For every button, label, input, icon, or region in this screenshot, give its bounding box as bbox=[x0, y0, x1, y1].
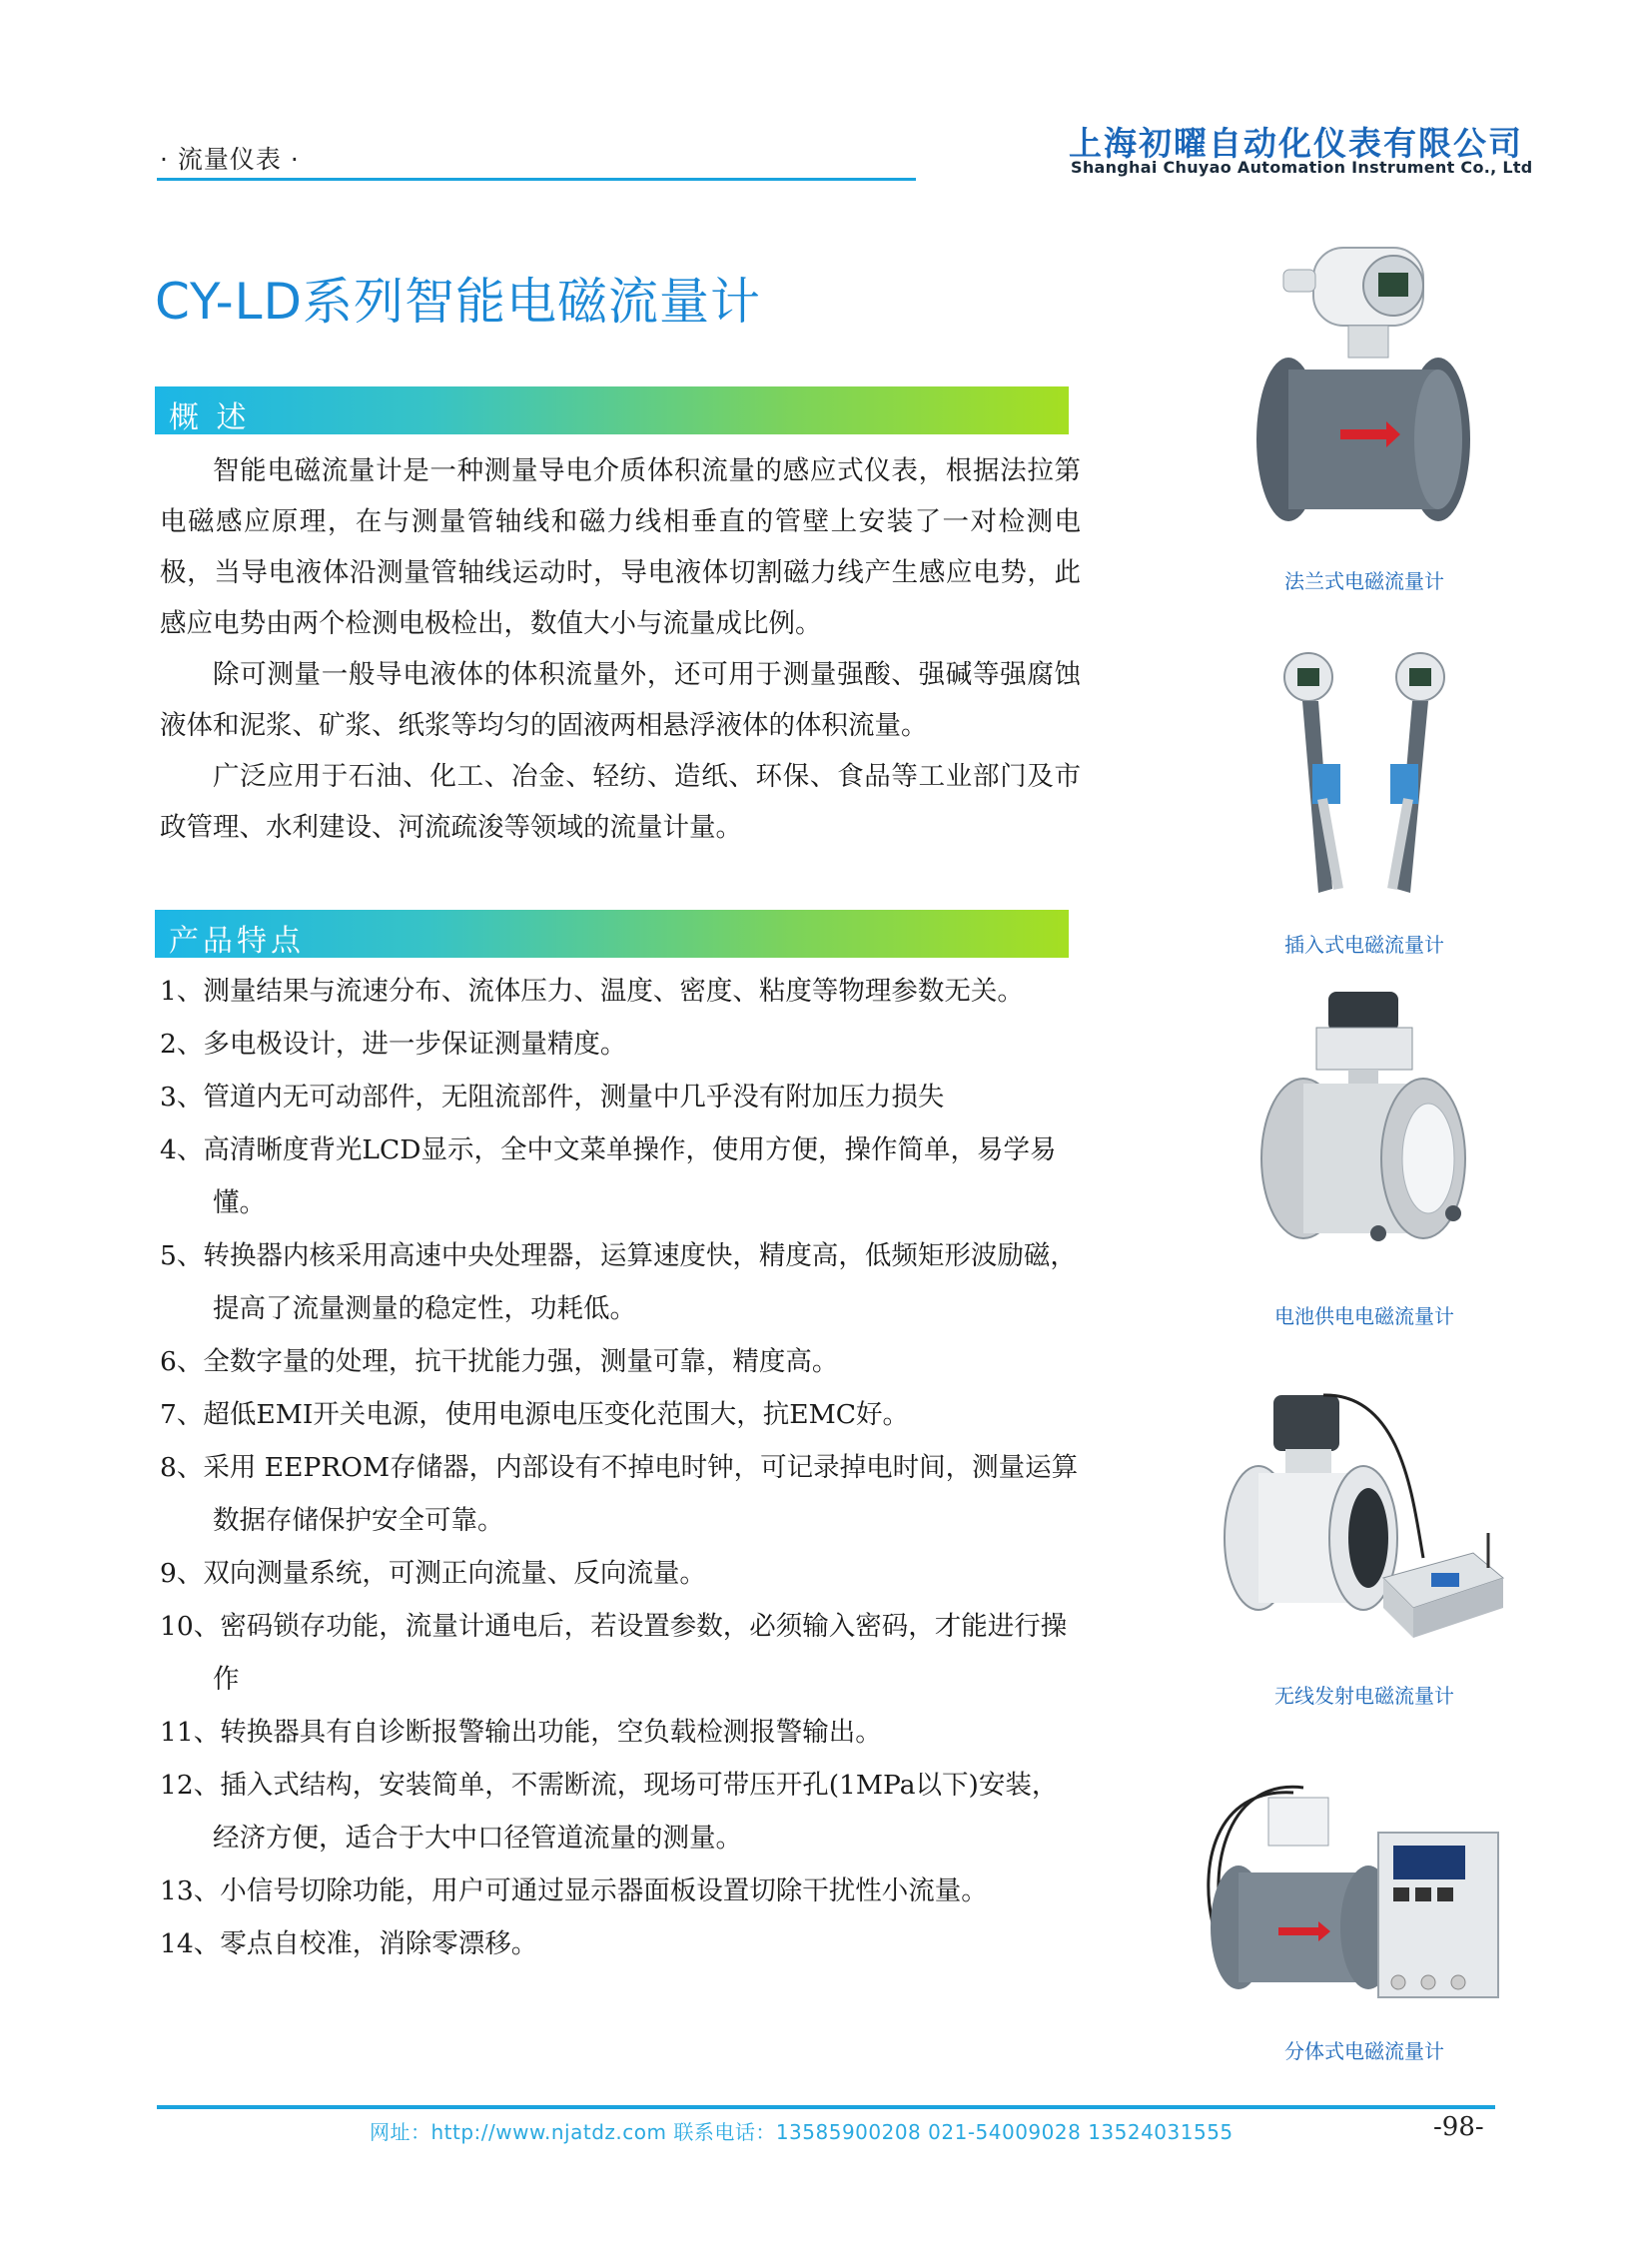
overview-paragraph-2: 除可测量一般导电液体的体积流量外，还可用于测量强酸、强碱等强腐蚀液体和泥浆、矿浆、纸浆等均匀的固液两相悬浮液体的体积流量。 bbox=[160, 659, 1081, 741]
feature-item: 9、双向测量系统，可测正向流量、反向流量。 bbox=[160, 1558, 706, 1589]
overview-heading: 概 述 bbox=[169, 400, 251, 435]
footer-contact: 网址：http://www.njatdz.com 联系电话：13585900208 021-54009028 13524031555 bbox=[370, 2120, 1234, 2144]
feature-item: 2、多电极设计，进一步保证测量精度。 bbox=[160, 1029, 627, 1060]
page-number: -98- bbox=[1433, 2112, 1484, 2142]
product-caption-insertion: 插入式电磁流量计 bbox=[1284, 933, 1444, 957]
flanged-flowmeter-image bbox=[1248, 240, 1478, 539]
features-heading-bar bbox=[155, 910, 1069, 958]
page-title: CY-LD系列智能电磁流量计 bbox=[155, 273, 762, 331]
overview-paragraph-3: 广泛应用于石油、化工、冶金、轻纺、造纸、环保、食品等工业部门及市政管理、水利建设、河流疏浚等领域的流量计量。 bbox=[160, 761, 1081, 843]
feature-item: 10、密码锁存功能，流量计通电后，若设置参数，必须输入密码，才能进行操作 bbox=[160, 1611, 1068, 1695]
feature-item: 11、转换器具有自诊断报警输出功能，空负载检测报警输出。 bbox=[160, 1717, 882, 1748]
header-rule bbox=[157, 178, 916, 181]
feature-item: 8、采用 EEPROM存储器，内部设有不掉电时钟，可记录掉电时间，测量运算数据存储保护安全可靠。 bbox=[160, 1452, 1079, 1536]
feature-item: 14、零点自校准，消除零漂移。 bbox=[160, 1928, 538, 1959]
company-name-cn: 上海初曜自动化仪表有限公司 bbox=[1069, 124, 1523, 163]
product-caption-wireless: 无线发射电磁流量计 bbox=[1274, 1684, 1454, 1708]
company-name-en: Shanghai Chuyao Automation Instrument Co., Ltd bbox=[1071, 158, 1533, 177]
feature-item: 6、全数字量的处理，抗干扰能力强，测量可靠，精度高。 bbox=[160, 1346, 839, 1377]
product-caption-split: 分体式电磁流量计 bbox=[1284, 2039, 1444, 2063]
insertion-flowmeter-image bbox=[1260, 649, 1470, 904]
feature-item: 5、转换器内核采用高速中央处理器，运算速度快，精度高，低频矩形波励磁，提高了流量测量的稳定性，功耗低。 bbox=[160, 1240, 1077, 1324]
overview-paragraph-1: 智能电磁流量计是一种测量导电介质体积流量的感应式仪表，根据法拉第电磁感应原理，在与测量管轴线和磁力线相垂直的管壁上安装了一对检测电极，当导电液体沿测量管轴线运动时，导电液体切割磁力线产生感应电势，此感应电势由两个检测电极检出，数值大小与流量成比例。 bbox=[160, 455, 1081, 639]
wireless-flowmeter-image bbox=[1214, 1383, 1513, 1653]
product-caption-battery: 电池供电电磁流量计 bbox=[1274, 1304, 1454, 1328]
feature-item: 4、高清晰度背光LCD显示，全中文菜单操作，使用方便，操作简单，易学易懂。 bbox=[160, 1134, 1057, 1218]
footer-rule bbox=[157, 2105, 1495, 2109]
product-caption-flanged: 法兰式电磁流量计 bbox=[1284, 569, 1444, 593]
overview-heading-bar bbox=[155, 386, 1069, 434]
feature-list bbox=[160, 965, 1079, 1970]
section-tag: · 流量仪表 · bbox=[160, 145, 300, 174]
features-heading: 产品特点 bbox=[169, 924, 305, 959]
feature-item: 1、测量结果与流速分布、流体压力、温度、密度、粘度等物理参数无关。 bbox=[160, 976, 1024, 1007]
feature-item: 12、插入式结构，安装简单，不需断流，现场可带压开孔(1MPa以下)安装，经济方便，适合于大中口径管道流量的测量。 bbox=[160, 1770, 1059, 1854]
battery-flowmeter-image bbox=[1248, 984, 1478, 1273]
split-flowmeter-image bbox=[1194, 1778, 1513, 2012]
feature-item: 7、超低EMI开关电源，使用电源电压变化范围大，抗EMC好。 bbox=[160, 1399, 910, 1430]
feature-item: 13、小信号切除功能，用户可通过显示器面板设置切除干扰性小流量。 bbox=[160, 1875, 988, 1906]
feature-item: 3、管道内无可动部件，无阻流部件，测量中几乎没有附加压力损失 bbox=[160, 1082, 945, 1113]
